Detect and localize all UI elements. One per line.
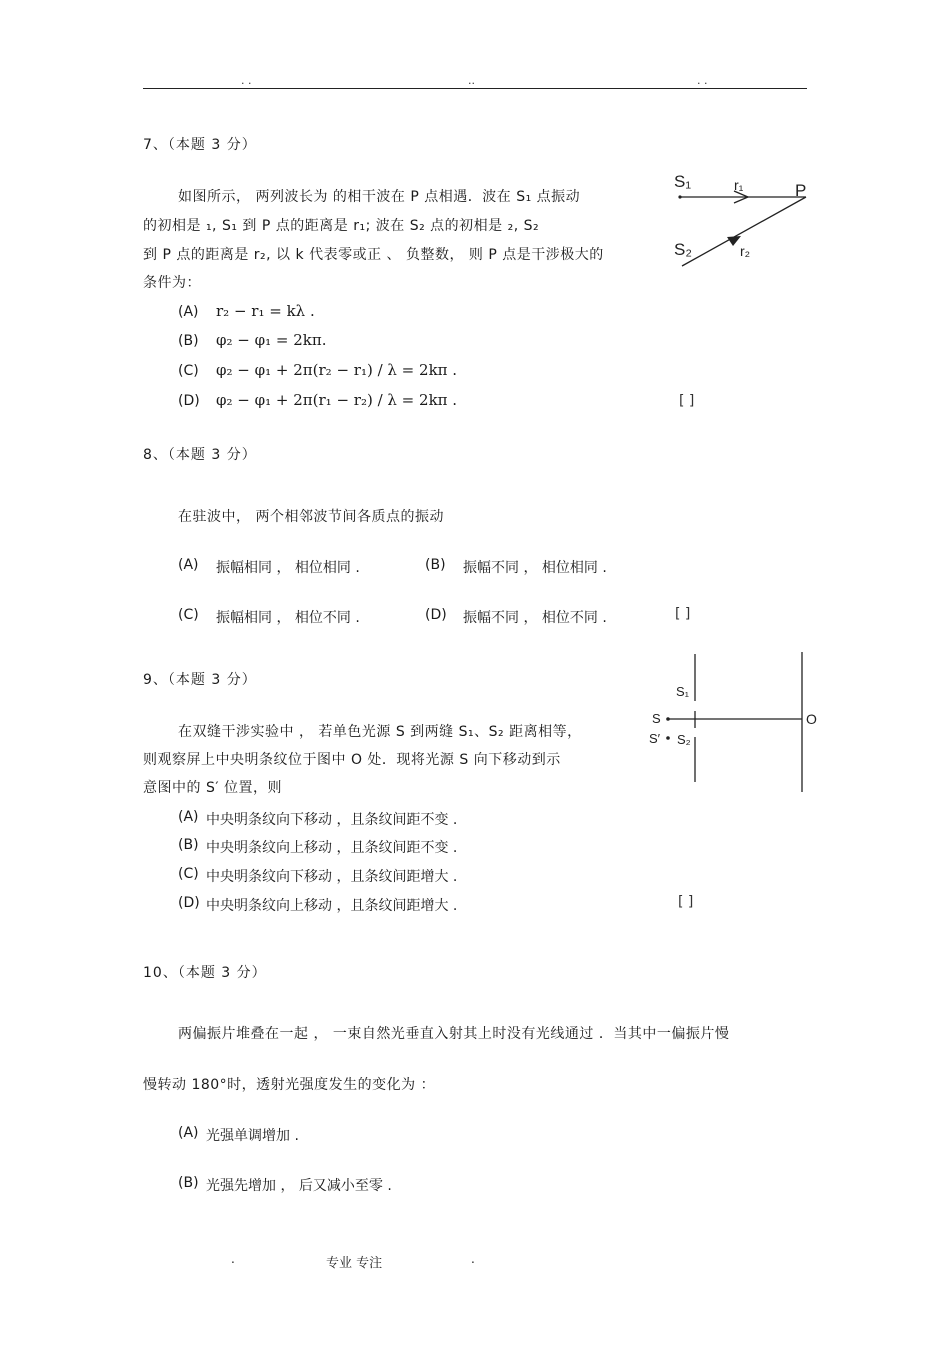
header-dots-right: . .	[697, 74, 708, 87]
q9-line-1: 在双缝干涉实验中 ， 若单色光源 S 到两缝 S₁、S₂ 距离相等，	[178, 724, 582, 740]
footer-text: 专业 专注	[326, 1256, 383, 1271]
q7-option-b-expr: φ₂ − φ₁ = 2kπ.	[216, 331, 327, 349]
q9-double-slit-figure	[640, 648, 825, 798]
q8-option-b-text: 振幅不同 ， 相位相同 .	[463, 560, 607, 576]
q7-fig-s1: S₁	[674, 172, 692, 191]
header-dots-left: . .	[241, 74, 252, 87]
footer-dot-right: .	[471, 1252, 475, 1266]
q10-option-b-label: (B)	[178, 1175, 199, 1191]
q7-line-1: 如图所示， 两列波长为 的相干波在 P 点相遇．波在 S₁ 点振动	[178, 189, 581, 205]
q7-option-c-expr: φ₂ − φ₁ + 2π(r₂ − r₁) / λ = 2kπ .	[216, 361, 458, 379]
q7-line-4: 条件为：	[143, 275, 201, 291]
q9-option-c-label: (C)	[178, 866, 199, 882]
q7-fig-r2: r₂	[740, 243, 751, 259]
q7-heading: 7、（本题 3 分）	[143, 137, 257, 153]
header-rule	[143, 88, 807, 89]
q8-option-a-text: 振幅相同 ， 相位相同 .	[216, 560, 360, 576]
q8-answer-bracket: [ ]	[675, 606, 691, 622]
q8-option-d-label: (D)	[425, 607, 447, 623]
q9-option-d-text: 中央明条纹向上移动 ，且条纹间距增大 .	[206, 898, 458, 914]
q8-stem: 在驻波中， 两个相邻波节间各质点的振动	[178, 509, 444, 525]
q7-option-a-expr: r₂ − r₁ = kλ .	[216, 302, 315, 320]
q9-option-a-label: (A)	[178, 809, 199, 825]
q10-option-b-text: 光强先增加 ， 后又减小至零 .	[206, 1178, 392, 1194]
q9-option-b-label: (B)	[178, 837, 199, 853]
q7-option-d-expr: φ₂ − φ₁ + 2π(r₁ − r₂) / λ = 2kπ .	[216, 391, 458, 409]
q9-line-2: 则观察屏上中央明条纹位于图中 O 处．现将光源 S 向下移动到示	[143, 752, 561, 768]
q7-line-3: 到 P 点的距离是 r₂, 以 k 代表零或正 、 负整数， 则 P 点是干涉极大的	[143, 247, 604, 263]
header-dots-center: ..	[468, 74, 475, 87]
footer-dot-left: .	[231, 1252, 235, 1266]
q7-option-a-label: (A)	[178, 304, 199, 320]
q9-line-3: 意图中的 S′ 位置，则	[143, 780, 282, 796]
q9-option-d-label: (D)	[178, 895, 200, 911]
q8-option-d-text: 振幅不同 ， 相位不同 .	[463, 610, 607, 626]
q9-option-a-text: 中央明条纹向下移动 ，且条纹间距不变 .	[206, 812, 458, 828]
q9-option-b-text: 中央明条纹向上移动 ，且条纹间距不变 .	[206, 840, 458, 856]
q7-option-d-label: (D)	[178, 393, 200, 409]
q7-option-b-label: (B)	[178, 333, 199, 349]
q7-answer-bracket: [ ]	[679, 393, 695, 409]
q8-option-c-label: (C)	[178, 607, 199, 623]
q10-option-a-label: (A)	[178, 1125, 199, 1141]
q7-option-c-label: (C)	[178, 363, 199, 379]
q9-fig-s1: S₁	[676, 684, 690, 699]
q9-answer-bracket: [ ]	[678, 894, 694, 910]
q7-fig-p: P	[795, 181, 807, 200]
q8-option-a-label: (A)	[178, 557, 199, 573]
q8-option-b-label: (B)	[425, 557, 446, 573]
q9-option-c-text: 中央明条纹向下移动 ，且条纹间距增大 .	[206, 869, 458, 885]
q7-fig-r1: r₁	[734, 177, 744, 193]
q9-fig-s-prime: S′	[649, 731, 661, 746]
q9-fig-o: O	[806, 711, 817, 727]
q8-heading: 8、（本题 3 分）	[143, 447, 257, 463]
q10-line-1: 两偏振片堆叠在一起 ， 一束自然光垂直入射其上时没有光线通过 ．当其中一偏振片慢	[178, 1026, 730, 1042]
q7-wave-figure	[668, 166, 818, 276]
q7-line-2: 的初相是 ₁, S₁ 到 P 点的距离是 r₁; 波在 S₂ 点的初相是 ₂, S₂	[143, 218, 540, 234]
q10-heading: 10、（本题 3 分）	[143, 965, 267, 981]
q9-fig-s2: S₂	[677, 732, 691, 747]
q10-option-a-text: 光强单调增加 .	[206, 1128, 299, 1144]
q9-fig-s: S	[652, 711, 661, 726]
q9-heading: 9、（本题 3 分）	[143, 672, 257, 688]
q8-option-c-text: 振幅相同 ， 相位不同 .	[216, 610, 360, 626]
q7-fig-s2: S₂	[674, 240, 692, 259]
q10-line-2: 慢转动 180°时，透射光强度发生的变化为 ：	[143, 1077, 436, 1093]
